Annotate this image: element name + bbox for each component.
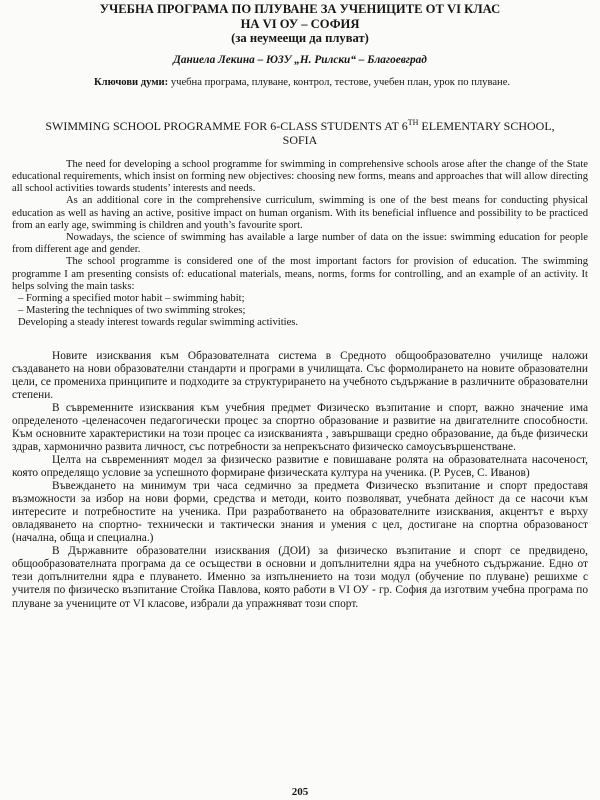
abstract-paragraph: As an additional core in the comprehensive curriculum, swimming is one of the best means for conducting physical education as well as having an active, positive impact on human organism. With its beneficial influence and possibility to be practiced from an early age, swimming is children and youth’s favourite sport. [12,195,588,231]
author-line: Даниела Лекина – ЮЗУ „Н. Рилски“ – Благоевград [173,53,427,66]
page-number: 205 [291,786,309,798]
keywords [94,77,588,88]
bulgarian-body [12,350,588,611]
task-item: – Mastering the techniques of two swimming strokes; [18,305,246,317]
abstract-paragraph: Nowadays, the science of swimming has available a large number of data on the issue: swimming education for people from different age and gender. [12,232,588,256]
keywords-label: Ключови думи: [94,76,169,88]
english-title-line2: SOFIA [282,132,318,147]
title-line: НА VI ОУ – СОФИЯ [240,16,360,31]
abstract-paragraph: The school programme is considered one of the most important factors for provision of education. The swimming programme I am presenting consists of: educational materials, means, norms, forms for controlling, and an example of an activity. It helps solving the main tasks: [12,256,588,292]
task-item: Developing a steady interest towards regular swimming activities. [18,317,299,329]
body-paragraph: В Държавните образователни изисквания (ДОИ) за физическо възпитание и спорт се предвидено, общообразователната програма да се осъществи в основни и допълнителни ядра на учебното съдържание. Едно от тези допълнителни ядра е плуването. Именно за изпълнението на този модул (обучение по плуване) решихме с учителя по физическо възпитание Стойка Павлова, която работи в VI ОУ - гр. София да изготвим учебна програма по плуване за учениците от VI класове, избрали да упражняват този спорт. [12,545,588,610]
english-title [12,116,588,147]
english-abstract [12,159,588,330]
english-title-sup: TH [407,117,419,127]
body-paragraph: Въвеждането на минимум три часа седмично за предмета Физическо възпитание и спорт предоставя възможности за избор на нови форми, средства и методи, които позволяват, учебната дейност да се насочи към интересите и потребностите на ученика. При разработването на образователните изисквания, акцентът е върху овладяването на спортно- технически и тактически знания и умения с цел, достигане на спортна образованост (начална, обща и специална.) [12,480,588,545]
title-line: УЧЕБНА ПРОГРАМА ПО ПЛУВАНЕ ЗА УЧЕНИЦИТЕ ОТ VI КЛАС [99,2,501,16]
task-item: – Forming a specified motor habit – swimming habit; [18,293,245,305]
body-paragraph: В съвременните изисквания към учебния предмет Физическо възпитание и спорт, важно значение има определеното -целенасочен педагогически процес за спортно образование и развитие на двигателните способности. Към основните характеристики на този процес са изискванията , завършващи средно образование, да бъде физически здрав, хармонично развита личност, със потребности за непрекъснато физическо самоусъвършенстване. [12,401,588,453]
abstract-paragraph: The need for developing a school programme for swimming in comprehensive schools arose after the change of the State educational requirements, which insist on forming new objectives: choosing new forms, means and approaches that will allow directing all school activities towards students’ interests and needs. [12,158,588,195]
title-subtitle: (за неумеещи да плуват) [231,31,369,46]
body-paragraph: Целта на съвременният модел за физическо развитие е повишаване ролята на образователната насоченост, която определящо условие за успешното формиране физическата култура на ученика. (Р. Русев, С. Иванов) [12,454,588,480]
article-title [12,2,588,46]
body-paragraph: Новите изисквания към Образователната система в Средното общообразователно училище наложи създаването на нови образователни стандарти и програми в училищата. Със формолирането на новите образователни цели, се промениха принципите и подходите за структурирането на учебното съдържание в различните образователни степени. [12,349,588,401]
english-title-part1: SWIMMING SCHOOL PROGRAMME FOR 6-CLASS STUDENTS AT 6 [45,118,408,133]
keywords-text: учебна програма, плуване, контрол, тестове, учебен план, урок по плуване. [170,76,511,88]
english-title-part2: ELEMENTARY SCHOOL, [418,118,555,133]
